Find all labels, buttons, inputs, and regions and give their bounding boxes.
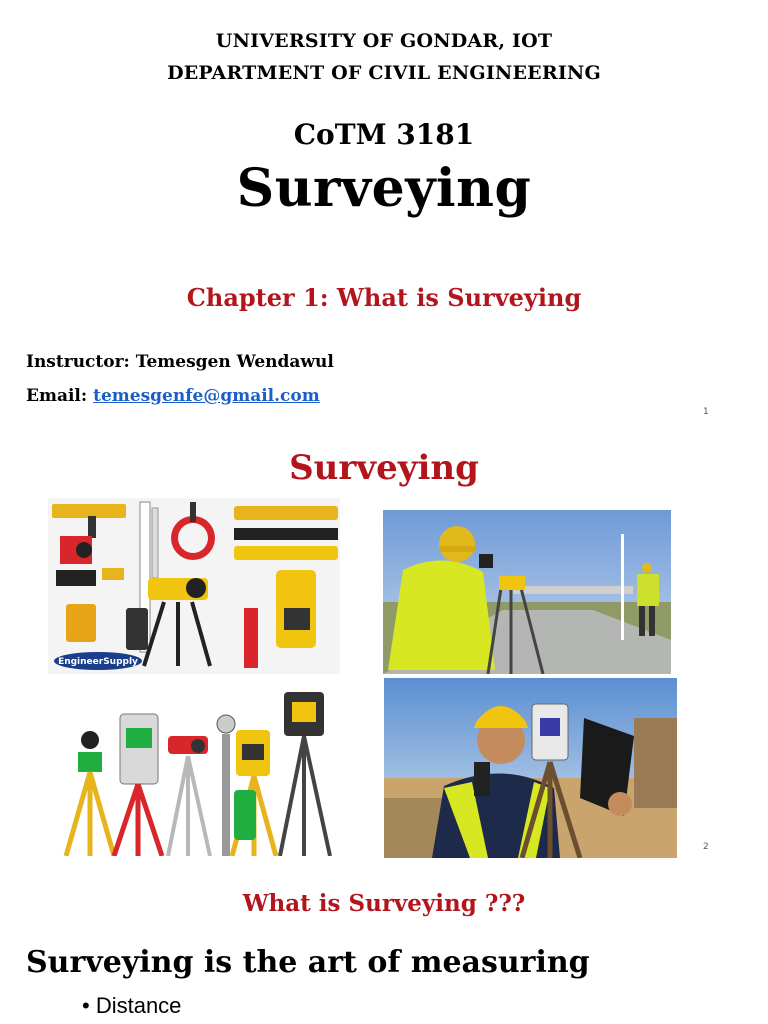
what-is-surveying-heading: What is Surveying ??? <box>242 890 526 917</box>
slide-title-surveying: Surveying <box>289 448 479 488</box>
instructor-name: Instructor: Temesgen Wendawul <box>26 352 334 372</box>
email-separator: : <box>80 386 94 406</box>
page-number-2: 2 <box>703 842 709 852</box>
engineer-supply-logo: EngineerSupply <box>58 657 138 667</box>
chapter-title: Chapter 1: What is Surveying <box>186 283 582 312</box>
email-link[interactable]: temesgenfe@gmail.com <box>93 386 320 406</box>
email-label: Email <box>26 386 81 406</box>
bullet-text: Distance <box>95 993 182 1018</box>
course-code: CoTM 3181 <box>293 118 475 151</box>
university-name: UNIVERSITY OF GONDAR, IOT <box>215 30 553 52</box>
instructor-email-line <box>26 386 320 406</box>
page-number-1: 1 <box>703 407 709 417</box>
surveyor-highway-image <box>383 510 671 674</box>
surveying-definition: Surveying is the art of measuring <box>26 945 590 980</box>
survey-instruments-tripods-image <box>48 684 340 856</box>
smiling-surveyor-image <box>384 678 677 858</box>
bullet-distance: • Distance <box>82 993 182 1018</box>
department-name: DEPARTMENT OF CIVIL ENGINEERING <box>167 62 601 84</box>
survey-tools-collage-image <box>48 498 340 674</box>
course-title: Surveying <box>236 158 532 219</box>
